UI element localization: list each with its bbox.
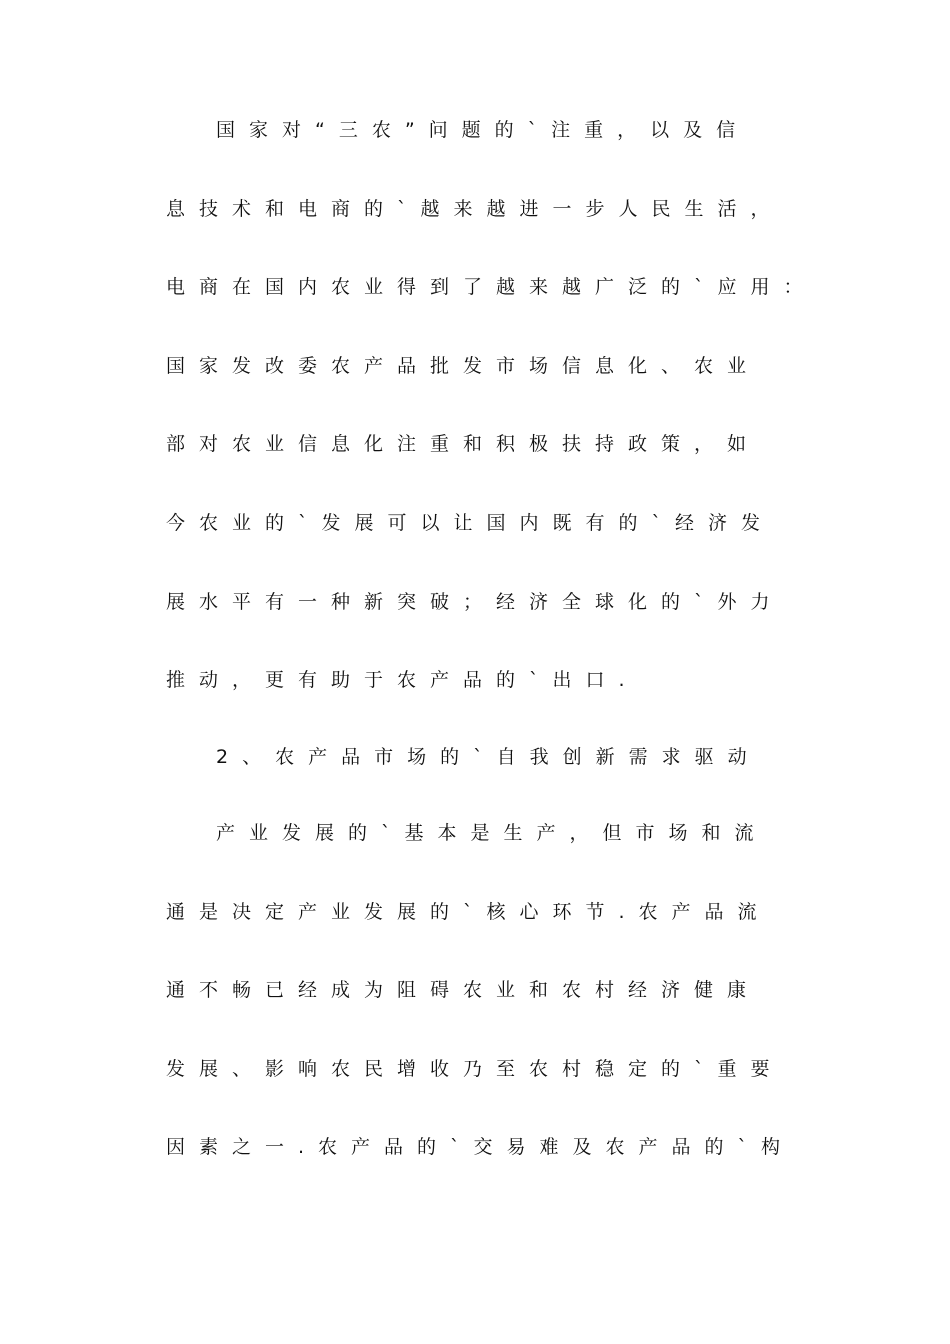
paragraph-line: 国家发改委农产品批发市场信息化、农业	[166, 355, 761, 377]
paragraph-line: 发展、影响农民增收乃至农村稳定的`重要	[166, 1058, 784, 1080]
paragraph-line: 因素之一.农产品的`交易难及农产品的`构	[166, 1136, 795, 1158]
paragraph-line: 电商在国内农业得到了越来越广泛的`应用：	[166, 276, 817, 298]
section-heading: 2、农产品市场的`自我创新需求驱动	[216, 746, 761, 768]
paragraph-line: 展水平有一种新突破；经济全球化的`外力	[166, 591, 784, 613]
paragraph-line: 通是决定产业发展的`核心环节.农产品流	[166, 901, 771, 923]
paragraph-line: 今农业的`发展可以让国内既有的`经济发	[166, 512, 775, 534]
paragraph-line: 产业发展的`基本是生产，但市场和流	[216, 822, 768, 844]
paragraph-line: 息技术和电商的`越来越进一步人民生活，	[166, 198, 784, 220]
paragraph-line: 国家对“三农”问题的`注重，以及信	[216, 119, 750, 141]
paragraph-line: 部对农业信息化注重和积极扶持政策，如	[166, 433, 761, 455]
paragraph-line: 通不畅已经成为阻碍农业和农村经济健康	[166, 979, 761, 1001]
paragraph-line: 推动，更有助于农产品的`出口.	[166, 669, 639, 691]
